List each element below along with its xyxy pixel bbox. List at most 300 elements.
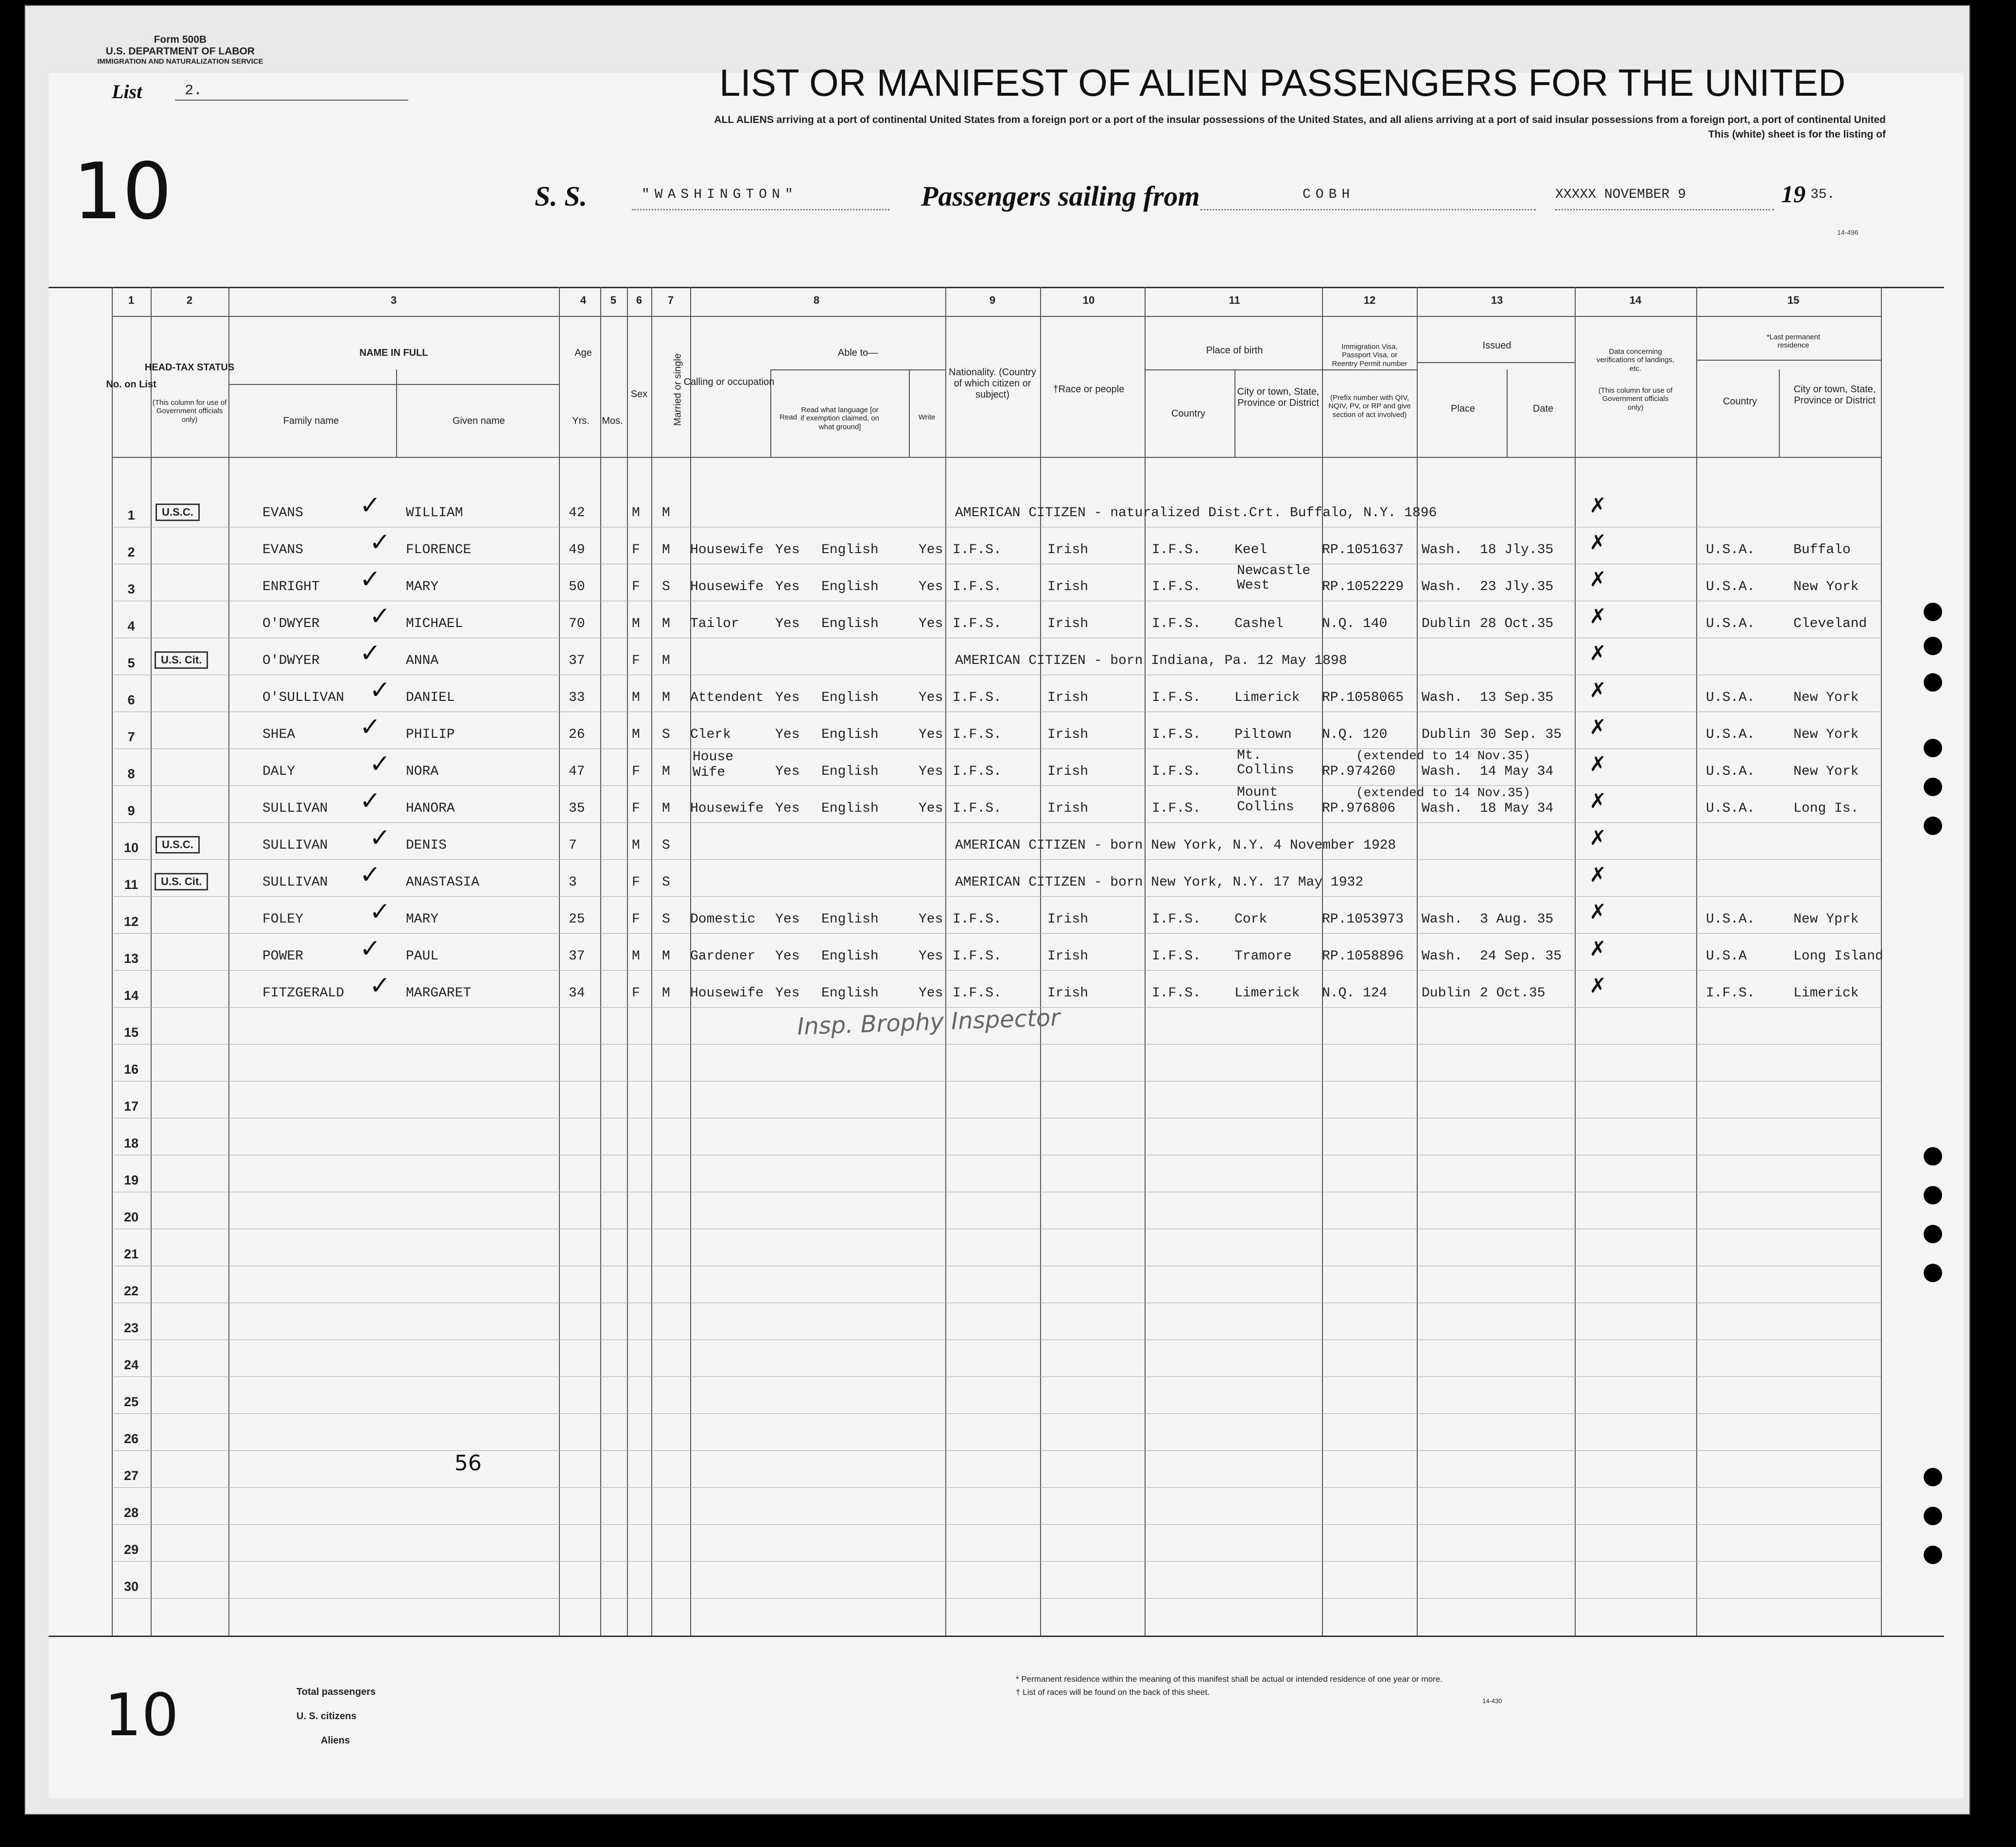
header-rule (112, 316, 1881, 317)
ship-label: S. S. (535, 180, 588, 212)
read-ability: Yes (775, 986, 800, 1001)
birth-country: I.F.S. (1152, 690, 1201, 705)
marital-status: M (662, 949, 670, 964)
row-number: 21 (123, 1247, 139, 1261)
row-rule (112, 859, 1881, 860)
check-mark: ✓ (369, 602, 391, 631)
marital-status: M (662, 690, 670, 705)
write-ability: Yes (919, 764, 943, 779)
form-dept: U.S. DEPARTMENT OF LABOR (105, 46, 255, 57)
table-top-border (49, 287, 1944, 288)
visa-number: N.Q. 124 (1322, 986, 1388, 1001)
family-name: SHEA (262, 727, 295, 742)
check-mark: ✓ (369, 528, 391, 557)
residence-city: Long Island (1793, 949, 1883, 964)
punch-hole (1924, 1225, 1942, 1243)
visa-number: N.Q. 140 (1322, 616, 1388, 631)
age-years: 26 (569, 727, 585, 742)
subcolumn-divider (1234, 369, 1235, 457)
occupation: House Wife (693, 749, 734, 780)
column-divider (1145, 287, 1146, 1636)
birth-sub-rule (1145, 369, 1417, 370)
punch-hole (1924, 1507, 1942, 1525)
issued-place: Wash. (1422, 579, 1463, 594)
row-number: 4 (127, 619, 135, 633)
visa-number: RP.974260 (1322, 764, 1396, 779)
date-line (1555, 209, 1774, 210)
column-number-5: 5 (610, 294, 617, 306)
marital-status: S (662, 727, 670, 742)
form-number: Form 500B (154, 34, 207, 45)
race: Irish (1047, 949, 1089, 964)
sex: M (632, 838, 640, 853)
inspector-signature: Insp. Brophy Inspector (797, 1004, 1060, 1041)
nationality: I.F.S. (953, 579, 1002, 594)
language: English (821, 579, 879, 594)
language: English (821, 764, 879, 779)
visa-number: RP.1052229 (1322, 579, 1404, 594)
sex: M (632, 727, 640, 742)
residence-country: U.S.A. (1706, 616, 1755, 631)
sheet-number-bottom: 10 (104, 1682, 179, 1749)
given-name: MARGARET (406, 986, 471, 1001)
column-divider (651, 287, 652, 1636)
visa-number: RP.1058896 (1322, 949, 1404, 964)
verification-mark: ✗ (1589, 937, 1607, 960)
row-number: 28 (123, 1505, 139, 1520)
column-number-15: 15 (1787, 294, 1800, 306)
list-label: List (112, 81, 142, 103)
birth-country: I.F.S. (1152, 616, 1201, 631)
language: English (821, 542, 879, 558)
issued-date-header: Date (1532, 403, 1554, 414)
row-number: 23 (123, 1321, 139, 1335)
issued-date: 30 Sep. 35 (1480, 727, 1562, 742)
given-name: DENIS (406, 838, 447, 853)
birth-city: Mt. Collins (1237, 748, 1294, 778)
issued-date: 24 Sep. 35 (1480, 949, 1562, 964)
aliens-label: Aliens (321, 1735, 350, 1746)
age-years: 34 (569, 986, 585, 1001)
age-years: 49 (569, 542, 585, 558)
issued-header: Issued (1482, 340, 1512, 351)
residence-country: U.S.A. (1706, 690, 1755, 705)
row-rule (112, 933, 1881, 934)
sex: F (632, 653, 640, 668)
nationality: I.F.S. (953, 986, 1002, 1001)
age-years: 3 (569, 875, 577, 890)
punch-hole (1924, 637, 1942, 655)
issued-date: 18 May 34 (1480, 801, 1554, 816)
marital-status: S (662, 838, 670, 853)
birth-city: Limerick (1234, 986, 1300, 1001)
column-divider (1696, 287, 1697, 1636)
verification-mark: ✗ (1589, 530, 1607, 554)
column-divider (559, 287, 560, 1636)
family-name-header: Family name (283, 416, 339, 426)
age-years: 35 (569, 801, 585, 816)
total-passengers-label: Total passengers (296, 1687, 376, 1697)
citizenship-remark: AMERICAN CITIZEN - born New York, N.Y. 17 May 1932 (955, 875, 1364, 890)
write-ability: Yes (919, 579, 943, 594)
language: English (821, 616, 879, 631)
issued-date: 18 Jly.35 (1480, 542, 1554, 558)
race: Irish (1047, 764, 1089, 779)
column-divider (627, 287, 628, 1636)
birth-city: Newcastle West (1237, 563, 1311, 593)
visa-number: RP.1058065 (1322, 690, 1404, 705)
birth-city: Limerick (1234, 690, 1300, 705)
residence-country: U.S.A. (1706, 542, 1755, 558)
row-number: 18 (123, 1136, 139, 1150)
visa-number: N.Q. 120 (1322, 727, 1388, 742)
column-number-7: 7 (667, 294, 674, 306)
verification-mark: ✗ (1589, 974, 1607, 997)
age-header: Age (574, 348, 592, 358)
sex-header: Sex (630, 389, 648, 400)
column-divider (945, 287, 946, 1636)
birth-city: Mount Collins (1237, 785, 1294, 815)
name-sub-rule (228, 384, 559, 385)
write-ability: Yes (919, 542, 943, 558)
check-mark: ✓ (360, 565, 381, 594)
ship-name: "WASHINGTON" (642, 187, 798, 202)
punch-hole (1924, 1264, 1942, 1282)
occupation: Housewife (690, 542, 764, 558)
residence-city: New Yprk (1793, 912, 1859, 927)
able-to-header: Able to— (837, 348, 878, 358)
given-name-header: Given name (452, 416, 505, 426)
read-ability: Yes (775, 616, 800, 631)
column-divider (1575, 287, 1576, 1636)
subcolumn-divider (396, 369, 397, 457)
family-name: FOLEY (262, 912, 304, 927)
row-number: 1 (127, 508, 135, 523)
birth-country: I.F.S. (1152, 727, 1201, 742)
age-mos-header: Mos. (602, 416, 623, 426)
birth-city: Tramore (1234, 949, 1292, 964)
form-code: 14-496 (1837, 228, 1859, 236)
birth-country: I.F.S. (1152, 949, 1201, 964)
birth-city: Cork (1234, 912, 1268, 927)
issued-place: Dublin (1422, 727, 1471, 742)
check-mark: ✓ (360, 713, 381, 742)
language: English (821, 801, 879, 816)
row-number: 9 (127, 803, 135, 818)
row-number: 25 (123, 1394, 139, 1409)
given-name: PAUL (406, 949, 439, 964)
family-name: EVANS (262, 505, 304, 521)
sex: M (632, 505, 640, 521)
given-name: MARY (406, 579, 439, 594)
sailing-date: XXXXX NOVEMBER 9 (1555, 187, 1686, 202)
visa-number: RP.1053973 (1322, 912, 1404, 927)
residence-country: U.S.A (1706, 949, 1747, 964)
check-mark: ✓ (360, 934, 381, 963)
race: Irish (1047, 727, 1089, 742)
punch-hole (1924, 1186, 1942, 1204)
sex: M (632, 949, 640, 964)
occupation: Clerk (690, 727, 731, 742)
page-title: LIST OR MANIFEST OF ALIEN PASSENGERS FOR THE UNITED (719, 61, 1846, 104)
marital-status: S (662, 912, 670, 927)
calling-header: Calling or occupation (683, 377, 775, 387)
issued-place: Wash. (1422, 801, 1463, 816)
row-number: 29 (123, 1542, 139, 1557)
place-of-birth-header: Place of birth (1206, 345, 1263, 356)
family-name: EVANS (262, 542, 304, 558)
family-name: SULLIVAN (262, 875, 328, 890)
age-years: 37 (569, 653, 585, 668)
marital-status: S (662, 875, 670, 890)
age-years: 42 (569, 505, 585, 521)
check-mark: ✓ (360, 639, 381, 668)
read-ability: Yes (775, 727, 800, 742)
read-ability: Yes (775, 579, 800, 594)
verification-mark: ✗ (1589, 567, 1607, 591)
column-number-9: 9 (989, 294, 996, 306)
row-rule (112, 1598, 1881, 1599)
check-mark: ✓ (369, 676, 391, 705)
last-residence-header: *Last permanent residence (1766, 333, 1821, 350)
footnote-races: † List of races will be found on the back of this sheet. (1016, 1688, 1210, 1697)
issued-date: 28 Oct.35 (1480, 616, 1554, 631)
issued-place: Wash. (1422, 764, 1463, 779)
birth-city: Piltown (1234, 727, 1292, 742)
citizenship-remark: AMERICAN CITIZEN - born New York, N.Y. 4 November 1928 (955, 838, 1396, 853)
year-prefix: 19 (1781, 180, 1806, 208)
residence-country: U.S.A. (1706, 912, 1755, 927)
read-ability: Yes (775, 949, 800, 964)
table-bottom-border (49, 1636, 1944, 1637)
row-rule (112, 970, 1881, 971)
family-name: SULLIVAN (262, 801, 328, 816)
age-years: 70 (569, 616, 585, 631)
row-rule (112, 1487, 1881, 1488)
sex: M (632, 616, 640, 631)
citizenship-remark: AMERICAN CITIZEN - born Indiana, Pa. 12 May 1898 (955, 653, 1347, 668)
family-name: ENRIGHT (262, 579, 320, 594)
row-rule (112, 896, 1881, 897)
residence-city: Long Is. (1793, 801, 1859, 816)
birth-country: I.F.S. (1152, 764, 1201, 779)
row-rule (112, 1524, 1881, 1525)
family-name: POWER (262, 949, 304, 964)
footnote-residence: * Permanent residence within the meaning of this manifest shall be actual or intended residence of one year or more. (1016, 1674, 1442, 1684)
read-ability: Yes (775, 801, 800, 816)
subtitle-sheet: This (white) sheet is for the listing of (1708, 129, 1886, 140)
nationality: I.F.S. (953, 912, 1002, 927)
punch-hole (1924, 1468, 1942, 1486)
verification-mark: ✗ (1589, 678, 1607, 702)
marital-status: S (662, 579, 670, 594)
manifest-sheet (49, 73, 1964, 1798)
sex: F (632, 912, 640, 927)
race: Irish (1047, 986, 1089, 1001)
language: English (821, 912, 879, 927)
residence-country: U.S.A. (1706, 801, 1755, 816)
marital-status: M (662, 616, 670, 631)
row-number: 2 (127, 545, 135, 559)
birth-country: I.F.S. (1152, 986, 1201, 1001)
residence-sub-rule (1696, 360, 1881, 361)
column-divider (228, 287, 229, 1636)
form-service: IMMIGRATION AND NATURALIZATION SERVICE (97, 57, 263, 66)
residence-country: U.S.A. (1706, 764, 1755, 779)
ship-name-line (632, 209, 889, 210)
row-rule (112, 1413, 1881, 1414)
row-rule (112, 1450, 1881, 1451)
given-name: PHILIP (406, 727, 455, 742)
issued-date: 3 Aug. 35 (1480, 912, 1554, 927)
residence-country: U.S.A. (1706, 579, 1755, 594)
residence-city: Limerick (1793, 986, 1859, 1001)
visa-note: (Prefix number with QIV, NQIV, PV, or RP and give section of act involved) (1328, 394, 1411, 419)
form-header (97, 34, 263, 66)
issued-date: 23 Jly.35 (1480, 579, 1554, 594)
visa-number: RP.976806 (1322, 801, 1396, 816)
birth-country: I.F.S. (1152, 912, 1201, 927)
check-mark: ✓ (369, 897, 391, 926)
issued-place: Wash. (1422, 542, 1463, 558)
marital-status: M (662, 653, 670, 668)
nationality: I.F.S. (953, 616, 1002, 631)
given-name: FLORENCE (406, 542, 471, 558)
issued-place: Wash. (1422, 949, 1463, 964)
write-ability: Yes (919, 986, 943, 1001)
check-mark: ✓ (360, 786, 381, 816)
residence-country: U.S.A. (1706, 727, 1755, 742)
marital-status: M (662, 764, 670, 779)
sailing-label: Passengers sailing from (921, 180, 1200, 212)
age-yrs-header: Yrs. (572, 416, 590, 426)
verification-note: (This column for use of Government officials only) (1598, 386, 1673, 412)
race: Irish (1047, 801, 1089, 816)
column-divider (1040, 287, 1041, 1636)
residence-country: I.F.S. (1706, 986, 1755, 1001)
given-name: MARY (406, 912, 439, 927)
verification-mark: ✗ (1589, 789, 1607, 813)
row-number: 24 (123, 1358, 139, 1372)
married-header: Married or single (672, 353, 683, 426)
nationality: I.F.S. (953, 690, 1002, 705)
column-divider (151, 287, 152, 1636)
column-number-1: 1 (128, 294, 135, 306)
birth-city: Cashel (1234, 616, 1284, 631)
given-name: HANORA (406, 801, 455, 816)
nationality: I.F.S. (953, 727, 1002, 742)
given-name: ANNA (406, 653, 439, 668)
punch-hole (1924, 817, 1942, 835)
language: English (821, 949, 879, 964)
write-ability: Yes (919, 727, 943, 742)
family-name: DALY (262, 764, 295, 779)
residence-city: New York (1793, 579, 1859, 594)
column-number-13: 13 (1491, 294, 1503, 306)
given-name: MICHAEL (406, 616, 463, 631)
header-bottom-rule (112, 457, 1881, 458)
column-number-2: 2 (186, 294, 193, 306)
family-name: O'SULLIVAN (262, 690, 345, 705)
race: Irish (1047, 616, 1089, 631)
verification-mark: ✗ (1589, 752, 1607, 776)
race-header: †Race or people (1053, 384, 1125, 395)
head-tax-stamp: U.S.C. (156, 836, 200, 854)
race: Irish (1047, 912, 1089, 927)
verification-mark: ✗ (1589, 641, 1607, 665)
head-tax-stamp: U.S.C. (156, 504, 200, 521)
occupation: Attendent (690, 690, 764, 705)
visa-number: RP.1051637 (1322, 542, 1404, 558)
list-number: 2. (185, 83, 203, 99)
nationality-header: Nationality. (Country of which citizen or subject) (949, 367, 1036, 400)
read-ability: Yes (775, 912, 800, 927)
residence-city: Cleveland (1793, 616, 1867, 631)
row-number: 10 (123, 840, 139, 855)
occupation: Housewife (690, 986, 764, 1001)
write-ability: Yes (919, 949, 943, 964)
write-ability: Yes (919, 616, 943, 631)
given-name: NORA (406, 764, 439, 779)
occupation: Tailor (690, 616, 739, 631)
punch-hole (1924, 778, 1942, 796)
family-name: SULLIVAN (262, 838, 328, 853)
given-name: DANIEL (406, 690, 455, 705)
column-divider (600, 287, 601, 1636)
check-mark: ✓ (369, 823, 391, 853)
age-years: 37 (569, 949, 585, 964)
age-years: 47 (569, 764, 585, 779)
age-years: 33 (569, 690, 585, 705)
write-ability: Yes (919, 912, 943, 927)
issued-place: Wash. (1422, 912, 1463, 927)
row-number: 14 (123, 988, 139, 1003)
row-number: 13 (123, 951, 139, 966)
issued-date: 2 Oct.35 (1480, 986, 1546, 1001)
column-number-11: 11 (1229, 294, 1240, 306)
column-number-3: 3 (390, 294, 397, 306)
column-number-12: 12 (1363, 294, 1376, 306)
sex: F (632, 764, 640, 779)
residence-city: New York (1793, 764, 1859, 779)
punch-hole (1924, 739, 1942, 757)
row-number: 17 (123, 1099, 139, 1114)
sex: F (632, 579, 640, 594)
list-underline (175, 100, 408, 101)
check-mark: ✓ (360, 491, 381, 520)
read-header: Read (780, 413, 797, 421)
port-line (1200, 209, 1536, 210)
row-number: 30 (123, 1579, 139, 1594)
check-mark: ✓ (369, 971, 391, 1000)
marital-status: M (662, 542, 670, 558)
race: Irish (1047, 690, 1089, 705)
row-number: 16 (123, 1062, 139, 1077)
age-years: 50 (569, 579, 585, 594)
family-name: FITZGERALD (262, 986, 345, 1001)
punch-hole (1924, 603, 1942, 621)
residence-city: New York (1793, 690, 1859, 705)
write-ability: Yes (919, 801, 943, 816)
verification-header: Data concerning verifications of landings, etc. (1596, 348, 1675, 373)
sex: F (632, 542, 640, 558)
language: English (821, 690, 879, 705)
row-number: 6 (127, 693, 135, 707)
write-header: Write (918, 413, 936, 421)
read-ability: Yes (775, 542, 800, 558)
nationality: I.F.S. (953, 764, 1002, 779)
sailing-port: COBH (1303, 187, 1355, 202)
